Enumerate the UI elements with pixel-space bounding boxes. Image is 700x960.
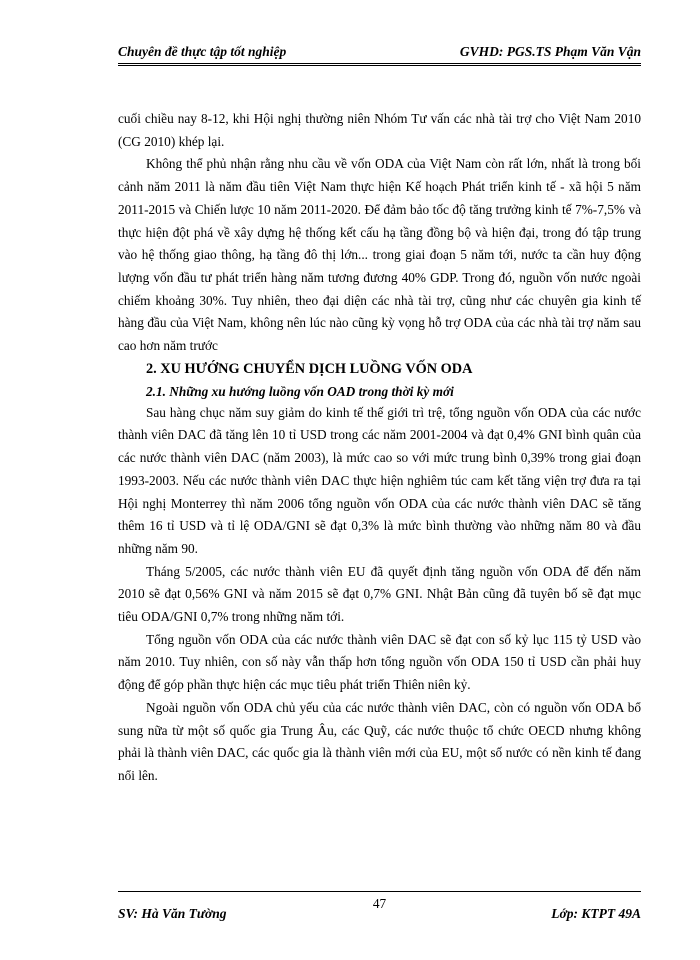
paragraph-continuation: cuối chiều nay 8-12, khi Hội nghị thường niên Nhóm Tư vấn các nhà tài trợ cho Việt Nam 2010 (CG 2010) khép lại. <box>118 111 641 149</box>
footer-class: Lớp: KTPT 49A <box>551 906 641 921</box>
header-divider <box>118 63 641 66</box>
subsection-heading: 2.1. Những xu hướng luồng vốn OAD trong thời kỳ mới <box>146 383 454 399</box>
footer-divider <box>118 891 641 892</box>
page-footer <box>118 896 641 921</box>
section-heading: 2. XU HƯỚNG CHUYỂN DỊCH LUỒNG VỐN ODA <box>146 360 473 377</box>
paragraph-eu-commitment: Tháng 5/2005, các nước thành viên EU đã quyết định tăng nguồn vốn ODA để đến năm 2010 sẽ đạt 0,56% GNI và năm 2015 sẽ đạt 0,7% GNI. Nhật Bản cũng đã tuyên bố sẽ đạt mục tiêu ODA/GNI 0,7% trong những năm tới. <box>118 563 641 625</box>
header-advisor: GVHD: PGS.TS Phạm Văn Vận <box>459 44 641 59</box>
footer-student: SV: Hà Văn Tường <box>118 906 227 921</box>
page-header <box>118 44 641 64</box>
paragraph-other-sources: Ngoài nguồn vốn ODA chủ yếu của các nước thành viên DAC, còn có nguồn vốn ODA bổ sung nữa từ một số quốc gia Trung Âu, các Quỹ, các nước thuộc tổ chức OECD nhưng không phải là thành viên DAC, các quốc gia là thành viên mới của EU, một số nước có nền kinh tế đang nổi lên. <box>118 699 641 783</box>
header-title: Chuyên đề thực tập tốt nghiệp <box>118 44 287 59</box>
paragraph-dac-trends: Sau hàng chục năm suy giảm do kinh tế thế giới trì trệ, tổng nguồn vốn ODA của các nước thành viên DAC đã tăng lên 10 tỉ USD trong các năm 2001-2004 và đạt 0,4% GNI bình quân của các nước thành viên DAC (năm 2003), là mức cao so với mức trung bình 0,39% trong giai đoạn 1993-2003. Nếu các nước thành viên DAC thực hiện nghiêm túc cam kết tăng viện trợ đưa ra tại Hội nghị Monterrey thì năm 2006 tổng nguồn vốn ODA của các nước thành viên DAC sẽ tăng thêm 16 tỉ USD và tỉ lệ ODA/GNI sẽ đạt 0,3% là mức bình thường vào những năm 80 và đầu những năm 90. <box>118 404 641 556</box>
page-number: 47 <box>372 896 387 911</box>
paragraph-oda-demand: Không thể phủ nhận rằng nhu cầu về vốn ODA của Việt Nam còn rất lớn, nhất là trong bối cảnh năm 2011 là năm đầu tiên Việt Nam thực hiện Kế hoạch Phát triển kinh tế - xã hội 5 năm 2011-2015 và Chiến lược 10 năm 2011-2020. Để đảm bảo tốc độ tăng trưởng kinh tế 7%-7,5% và thực hiện đột phá về xây dựng hệ thống kết cấu hạ tầng đồng bộ và hiện đại, trong đó tập trung vào hệ thống giao thông, hạ tầng đô thị lớn... trong giai đoạn 5 năm tới, nước ta cần huy động lượng vốn đầu tư phát triển hàng năm tương đương 40% GDP. Trong đó, nguồn vốn nước ngoài chiếm khoảng 30%. Tuy nhiên, theo đại diện các nhà tài trợ, cũng như các chuyên gia kinh tế hàng đầu của Việt Nam, không nên lúc nào cũng kỳ vọng hỗ trợ ODA của các nhà tài trợ năm sau cao hơn năm trước <box>118 156 641 354</box>
page-body <box>118 108 641 788</box>
paragraph-dac-total: Tổng nguồn vốn ODA của các nước thành viên DAC sẽ đạt con số kỷ lục 115 tỷ USD vào năm 2010. Tuy nhiên, con số này vẫn thấp hơn tổng nguồn vốn ODA 150 tỉ USD cần phải huy động để góp phần thực hiện các mục tiêu phát triển Thiên niên kỷ. <box>118 631 641 693</box>
